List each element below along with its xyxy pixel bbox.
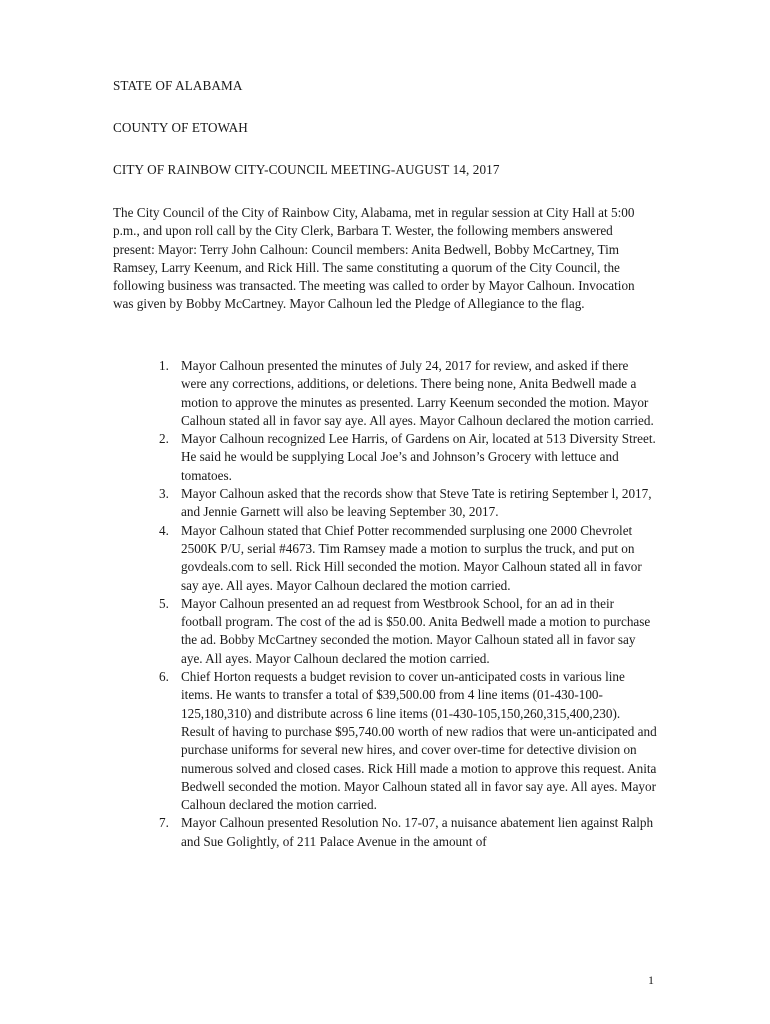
list-item [157,668,657,814]
list-item [157,522,657,595]
item-text: Mayor Calhoun stated that Chief Potter recommended surplusing one 2000 Chevrolet 2500K P/U, serial #4673. Tim Ramsey made a motion to surplus the truck, and put on govdeals.com to sell. Rick Hill seconded the motion. Mayor Calhoun stated all in favor say aye. All ayes. Mayor Calhoun declared the motion carried. [181,522,642,593]
county-heading: COUNTY OF ETOWAH [113,120,248,135]
page-number: 1 [648,973,654,987]
business-items-list [157,357,657,851]
item-number: 2. [159,431,169,447]
item-number: 3. [159,486,169,502]
item-number: 1. [159,358,169,373]
list-item [157,595,657,668]
item-number: 4. [159,522,169,538]
list-item [157,814,657,851]
list-item [157,357,657,430]
item-text: Mayor Calhoun asked that the records show that Steve Tate is retiring September l, 2017, and Jennie Garnett will also be leaving September 30, 2017. [181,486,652,520]
list-item [157,485,657,522]
state-heading: STATE OF ALABAMA [113,78,243,93]
item-number: 7. [159,815,169,831]
item-text: Chief Horton requests a budget revision to cover un-anticipated costs in various line items. He wants to transfer a total of $39,500.00 from 4 line items (01-430-100-125,180,310) and distribute across 6 line items (01-430-105,150,260,315,400,230). Result of having to purchase $95,740.00 worth of new radios that were un-anticipated and purchase uniforms for several new hires, and cover over-time for detective division on numerous solved and closed cases. Rick Hill made a motion to approve this request. Anita Bedwell seconded the motion. Mayor Calhoun stated all in favor say aye. All ayes. Mayor Calhoun declared the motion carried. [181,669,657,813]
item-text: Mayor Calhoun presented the minutes of July 24, 2017 for review, and asked if there were any corrections, additions, or deletions. There being none, Anita Bedwell made a motion to approve the minutes as presented. Larry Keenum seconded the motion. Mayor Calhoun stated all in favor say aye. All ayes. Mayor Calhoun declared the motion carried. [181,358,654,428]
item-text: Mayor Calhoun recognized Lee Harris, of Gardens on Air, located at 513 Diversity Street. He said he would be supplying Local Joe’s and Johnson’s Grocery with lettuce and tomatoes. [181,431,656,483]
list-item [157,430,657,485]
item-text: Mayor Calhoun presented Resolution No. 17-07, a nuisance abatement lien against Ralph and Sue Golightly, of 211 Palace Avenue in the amount of [181,815,654,849]
item-number: 5. [159,595,169,611]
meeting-title: CITY OF RAINBOW CITY-COUNCIL MEETING-AUGUST 14, 2017 [113,162,500,177]
item-number: 6. [159,669,169,685]
item-text: Mayor Calhoun presented an ad request from Westbrook School, for an ad in their football program. The cost of the ad is $50.00. Anita Bedwell made a motion to purchase the ad. Bobby McCartney seconded the motion. Mayor Calhoun stated all in favor say aye. All ayes. Mayor Calhoun declared the motion carried. [181,595,651,666]
intro-paragraph: The City Council of the City of Rainbow City, Alabama, met in regular session at City Hall at 5:00 p.m., and upon roll call by the City Clerk, Barbara T. Wester, the following members answered present: Mayor: Terry John Calhoun: Council members: Anita Bedwell, Bobby McCartney, Tim Ramsey, Larry Keenum, and Rick Hill. The same constituting a quorum of the City Council, the following business was transacted. The meeting was called to order by Mayor Calhoun. Invocation was given by Bobby McCartney. Mayor Calhoun led the Pledge of Allegiance to the flag. [113,205,635,312]
